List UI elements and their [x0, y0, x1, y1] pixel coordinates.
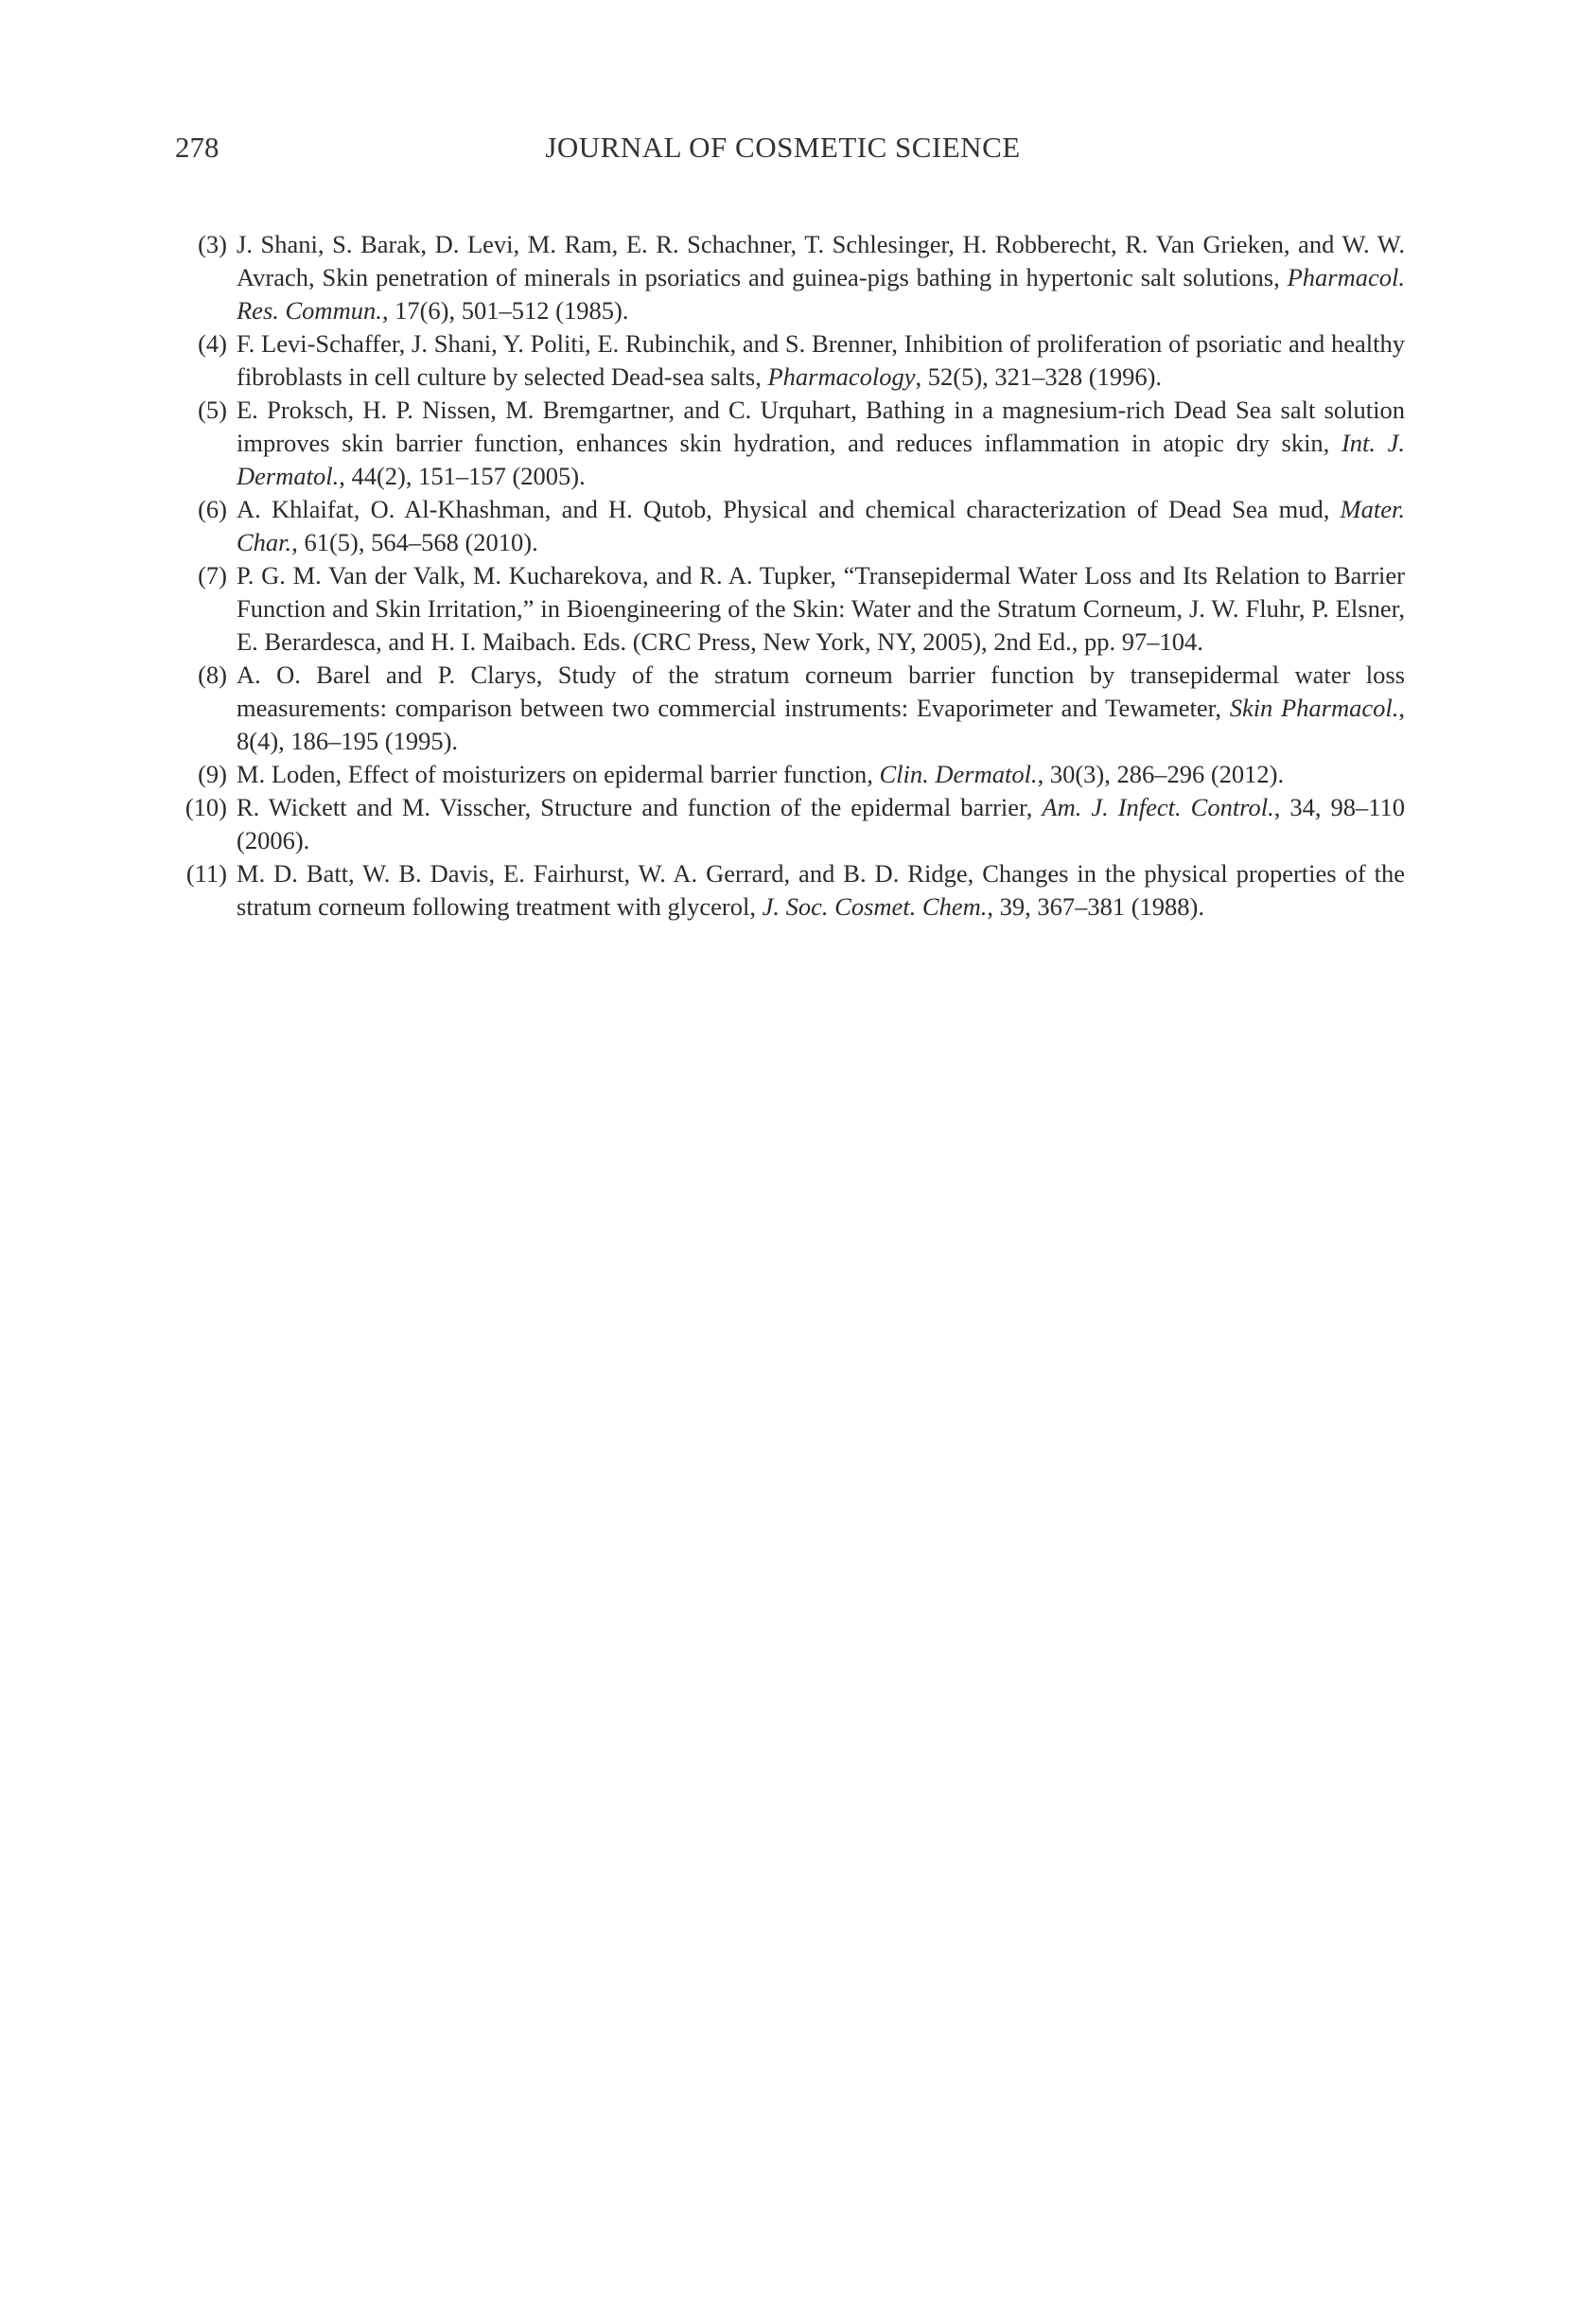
reference-authors: M. D. Batt, W. B. Davis, E. Fairhurst, W. A. Gerrard, and B. D. Ridge, Changes in the physical properties of the stratum corneum following treatment with glycerol, [237, 859, 1405, 921]
reference-list [175, 228, 1405, 924]
reference-details: , 34, 98–110 (2006). [237, 793, 1405, 854]
reference-authors: E. Proksch, H. P. Nissen, M. Bremgartner, and C. Urquhart, Bathing in a magnesium-rich Dead Sea salt solution improves skin barrier function, enhances skin hydration, and reduces inflammation in atopic dry skin, [237, 396, 1405, 457]
reference-authors: M. Loden, Effect of moisturizers on epidermal barrier function, [237, 760, 880, 788]
reference-text [237, 394, 1405, 493]
reference-details: , 52(5), 321–328 (1996). [915, 362, 1163, 391]
reference-number: (6) [198, 495, 227, 523]
reference-journal: Int. J. Dermatol. [237, 429, 1406, 490]
reference-authors: F. Levi-Schaffer, J. Shani, Y. Politi, E. Rubinchik, and S. Brenner, Inhibition of proliferation of psoriatic and healthy fibroblasts in cell culture by selected Dead-sea salts, [237, 329, 1405, 391]
reference-number: (11) [185, 859, 227, 888]
reference-number: (7) [198, 561, 227, 590]
reference-item [175, 228, 1405, 327]
reference-number: (10) [184, 793, 227, 821]
reference-number: (8) [198, 660, 227, 689]
reference-item [175, 394, 1405, 493]
reference-journal: Mater. Char. [237, 495, 1405, 556]
reference-number: (4) [198, 329, 227, 358]
running-head [175, 129, 1391, 167]
reference-text [237, 857, 1405, 924]
reference-item [175, 857, 1405, 924]
journal-title: JOURNAL OF COSMETIC SCIENCE [545, 131, 1021, 164]
reference-number: (5) [198, 396, 227, 424]
reference-item [175, 559, 1405, 659]
reference-authors: P. G. M. Van der Valk, M. Kucharekova, and R. A. Tupker, “Transepidermal Water Loss and Its Relation to Barrier Function and Skin Irritation,” in Bioengineering of the Skin: Water and the Stratum Corneum, J. W. Fluhr, P. Elsner, E. Berardesca, and H. I. Maibach. Eds. (CRC Press, New York, NY, 2005), 2nd Ed., pp. 97–104. [237, 561, 1405, 656]
reference-item [175, 327, 1405, 394]
reference-details: , 61(5), 564–568 (2010). [291, 528, 538, 556]
reference-text [237, 758, 1405, 791]
reference-details: , 30(3), 286–296 (2012). [1037, 760, 1285, 788]
reference-item [175, 791, 1405, 857]
reference-text [237, 493, 1405, 559]
reference-details: , 39, 367–381 (1988). [987, 892, 1205, 921]
reference-item [175, 659, 1405, 758]
reference-journal: J. Soc. Cosmet. Chem. [762, 892, 988, 921]
reference-text [237, 228, 1405, 327]
reference-journal: Pharmacology [767, 362, 916, 391]
reference-details: , 44(2), 151–157 (2005). [339, 462, 586, 490]
reference-journal: Pharmacol. Res. Commun. [237, 263, 1405, 325]
page-number: 278 [175, 131, 219, 164]
reference-authors: R. Wickett and M. Visscher, Structure and function of the epidermal barrier, [237, 793, 1043, 821]
reference-authors: A. O. Barel and P. Clarys, Study of the stratum corneum barrier function by transepidermal water loss measurements: comparison between two commercial instruments: Evaporimeter and Tewameter, [237, 660, 1405, 722]
reference-details: , 17(6), 501–512 (1985). [381, 296, 629, 325]
reference-item [175, 493, 1405, 559]
reference-number: (9) [198, 760, 227, 788]
reference-text [237, 559, 1405, 659]
reference-details: , 8(4), 186–195 (1995). [237, 694, 1405, 755]
reference-text [237, 327, 1405, 394]
reference-journal: Am. J. Infect. Control. [1042, 793, 1274, 821]
reference-authors: A. Khlaifat, O. Al-Khashman, and H. Qutob, Physical and chemical characterization of Dead Sea mud, [237, 495, 1341, 523]
reference-journal: Clin. Dermatol. [879, 760, 1038, 788]
reference-journal: Skin Pharmacol. [1229, 694, 1399, 722]
reference-item [175, 758, 1405, 791]
reference-text [237, 659, 1405, 758]
reference-text [237, 791, 1405, 857]
reference-number: (3) [198, 230, 227, 258]
reference-authors: J. Shani, S. Barak, D. Levi, M. Ram, E. R. Schachner, T. Schlesinger, H. Robberecht, R. Van Grieken, and W. W. Avrach, Skin penetration of minerals in psoriatics and guinea-pigs bathing in hypertonic salt solutions, [237, 230, 1405, 291]
